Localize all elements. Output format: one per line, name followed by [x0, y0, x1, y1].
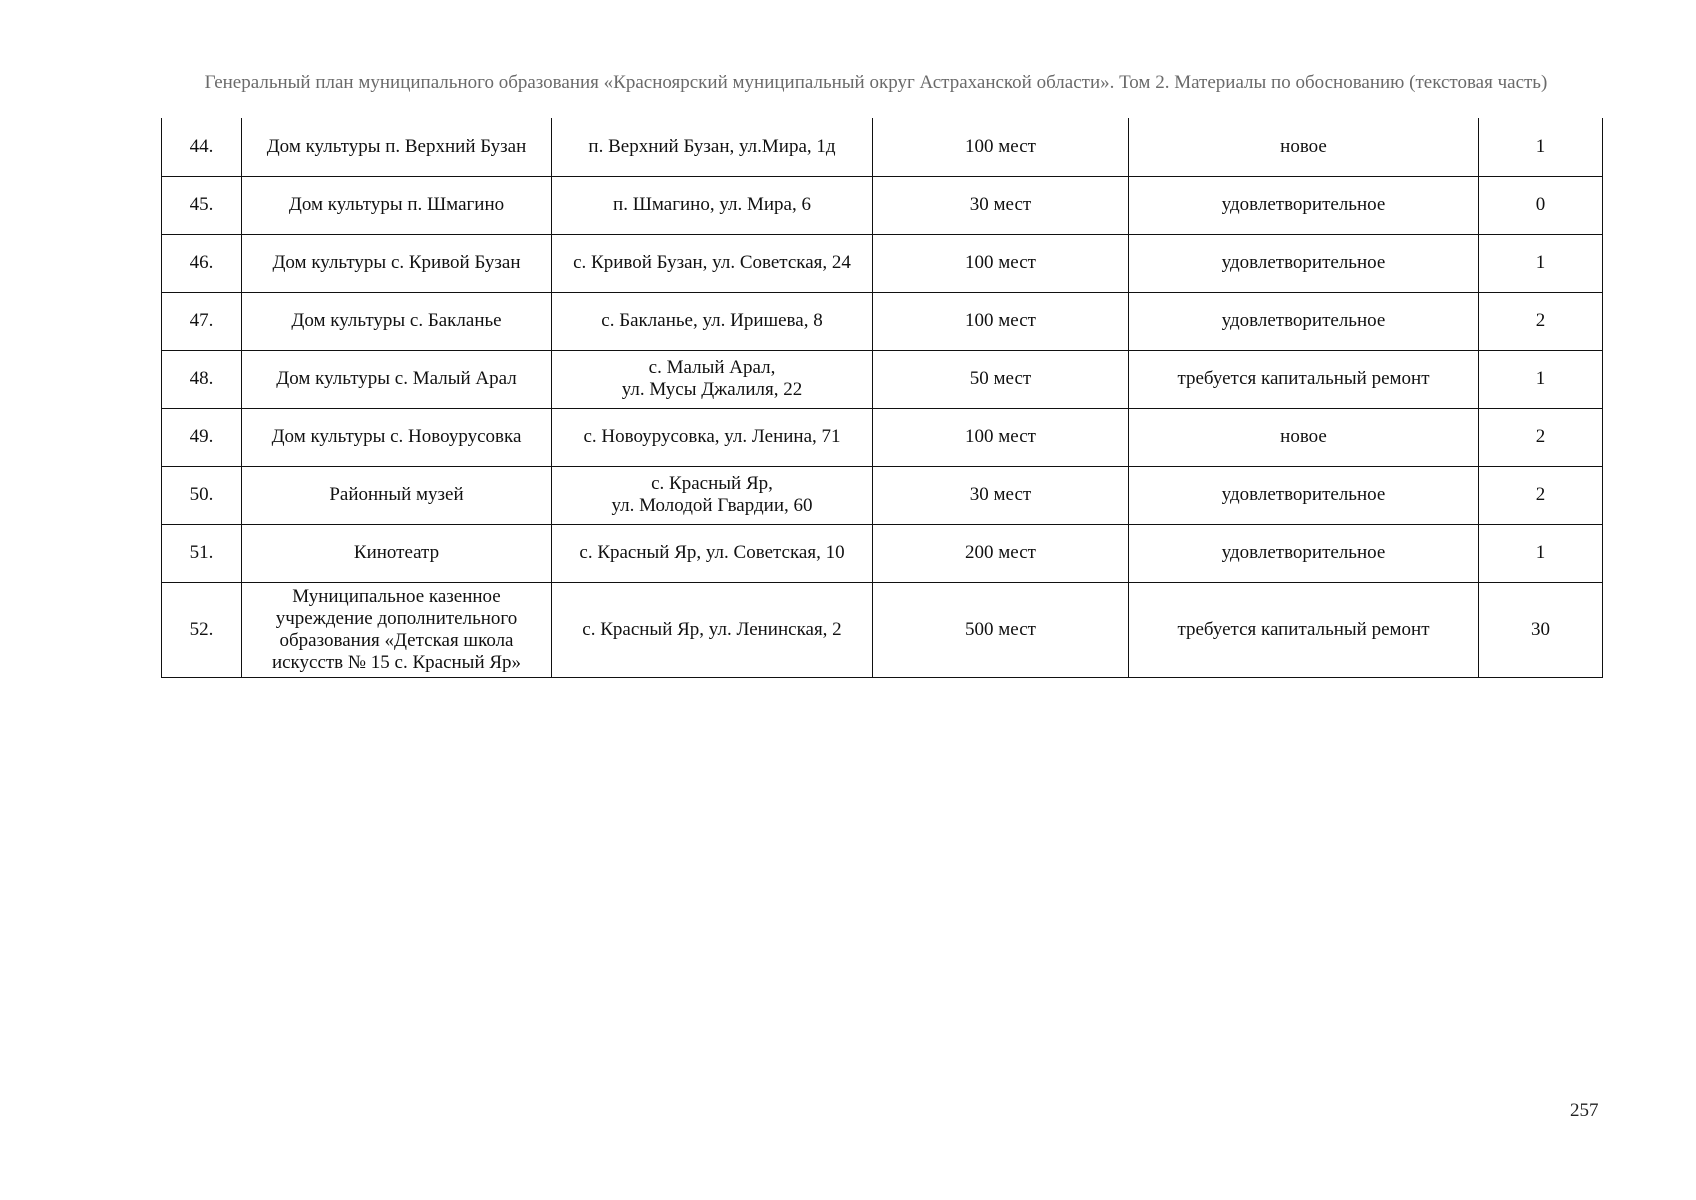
table-row: [162, 118, 1603, 176]
address-cell-line: с. Кривой Бузан, ул. Советская, 24: [573, 252, 851, 273]
quantity-cell: 1: [1479, 118, 1603, 176]
table-row: [162, 582, 1603, 677]
facility-name-cell-line: Дом культуры п. Шмагино: [288, 194, 505, 215]
address-cell-line: с. Красный Яр, ул. Ленинская, 2: [582, 618, 842, 640]
capacity-cell: 30 мест: [873, 176, 1129, 234]
row-number-cell: 45.: [162, 176, 242, 234]
address-cell: [552, 234, 873, 292]
address-cell: [552, 582, 873, 677]
address-cell-line: ул. Мусы Джалиля, 22: [621, 379, 803, 400]
condition-cell: требуется капитальный ремонт: [1129, 582, 1479, 677]
quantity-cell: 2: [1479, 408, 1603, 466]
address-cell-line: с. Новоурусовка, ул. Ленина, 71: [583, 426, 841, 447]
condition-cell: новое: [1129, 408, 1479, 466]
table-row: [162, 350, 1603, 408]
condition-cell: новое: [1129, 118, 1479, 176]
quantity-cell: 1: [1479, 350, 1603, 408]
address-cell: [552, 350, 873, 408]
facility-name-cell-line: учреждение дополнительного: [275, 607, 518, 629]
capacity-cell: 500 мест: [873, 582, 1129, 677]
facility-name-cell: [242, 582, 552, 677]
address-cell-line: с. Красный Яр, ул. Советская, 10: [579, 542, 845, 563]
address-cell: [552, 118, 873, 176]
facility-name-cell-line: Дом культуры с. Бакланье: [291, 310, 502, 331]
facility-name-cell: [242, 466, 552, 524]
quantity-cell: 2: [1479, 292, 1603, 350]
condition-cell: удовлетворительное: [1129, 466, 1479, 524]
quantity-cell: 1: [1479, 524, 1603, 582]
facility-name-cell: [242, 292, 552, 350]
capacity-cell: 200 мест: [873, 524, 1129, 582]
table-body: [162, 118, 1603, 677]
row-number-cell: 52.: [162, 582, 242, 677]
address-cell-line: п. Шмагино, ул. Мира, 6: [613, 194, 811, 215]
facility-name-cell: [242, 176, 552, 234]
facility-name-cell: [242, 408, 552, 466]
row-number-cell: 49.: [162, 408, 242, 466]
page-number: 257: [1570, 1100, 1599, 1121]
row-number-cell: 44.: [162, 118, 242, 176]
table-row: [162, 176, 1603, 234]
table-row: [162, 292, 1603, 350]
address-cell: [552, 408, 873, 466]
table-row: [162, 234, 1603, 292]
table-row: [162, 524, 1603, 582]
capacity-cell: 100 мест: [873, 408, 1129, 466]
address-cell: [552, 466, 873, 524]
facility-name-cell-line: Муниципальное казенное: [292, 585, 501, 607]
condition-cell: удовлетворительное: [1129, 524, 1479, 582]
row-number-cell: 46.: [162, 234, 242, 292]
page-header: Генеральный план муниципального образования «Красноярский муниципальный округ Астраханской области». Том 2. Материалы по обоснованию (текстовая часть): [204, 72, 1548, 93]
address-cell: [552, 524, 873, 582]
capacity-cell: 30 мест: [873, 466, 1129, 524]
facility-name-cell: [242, 118, 552, 176]
quantity-cell: 2: [1479, 466, 1603, 524]
facility-name-cell-line: Кинотеатр: [353, 542, 440, 563]
facility-name-cell-line: Дом культуры с. Новоурусовка: [271, 426, 522, 447]
address-cell: [552, 292, 873, 350]
address-cell-line: п. Верхний Бузан, ул.Мира, 1д: [588, 135, 836, 157]
address-cell-line: ул. Молодой Гвардии, 60: [611, 495, 813, 516]
capacity-cell: 100 мест: [873, 234, 1129, 292]
condition-cell: удовлетворительное: [1129, 292, 1479, 350]
row-number-cell: 50.: [162, 466, 242, 524]
capacity-cell: 50 мест: [873, 350, 1129, 408]
facility-name-cell-line: Дом культуры с. Кривой Бузан: [272, 252, 521, 273]
facility-name-cell-line: Районный музей: [329, 484, 464, 505]
capacity-cell: 100 мест: [873, 292, 1129, 350]
facility-name-cell-line: образования «Детская школа: [279, 629, 514, 651]
capacity-cell: 100 мест: [873, 118, 1129, 176]
address-cell-line: с. Бакланье, ул. Иришева, 8: [601, 310, 823, 331]
quantity-cell: 0: [1479, 176, 1603, 234]
row-number-cell: 48.: [162, 350, 242, 408]
facility-name-cell: [242, 524, 552, 582]
condition-cell: удовлетворительное: [1129, 234, 1479, 292]
quantity-cell: 30: [1479, 582, 1603, 677]
table-row: [162, 466, 1603, 524]
quantity-cell: 1: [1479, 234, 1603, 292]
row-number-cell: 47.: [162, 292, 242, 350]
condition-cell: удовлетворительное: [1129, 176, 1479, 234]
table-row: [162, 408, 1603, 466]
facility-name-cell-line: искусств № 15 с. Красный Яр»: [271, 651, 522, 673]
address-cell: [552, 176, 873, 234]
facilities-table: [161, 118, 1603, 678]
facility-name-cell-line: Дом культуры с. Малый Арал: [276, 368, 517, 389]
facility-name-cell-line: Дом культуры п. Верхний Бузан: [266, 135, 527, 157]
address-cell-line: с. Красный Яр,: [651, 473, 773, 494]
address-cell-line: с. Малый Арал,: [648, 357, 776, 378]
facility-name-cell: [242, 234, 552, 292]
facility-name-cell: [242, 350, 552, 408]
row-number-cell: 51.: [162, 524, 242, 582]
condition-cell: требуется капитальный ремонт: [1129, 350, 1479, 408]
